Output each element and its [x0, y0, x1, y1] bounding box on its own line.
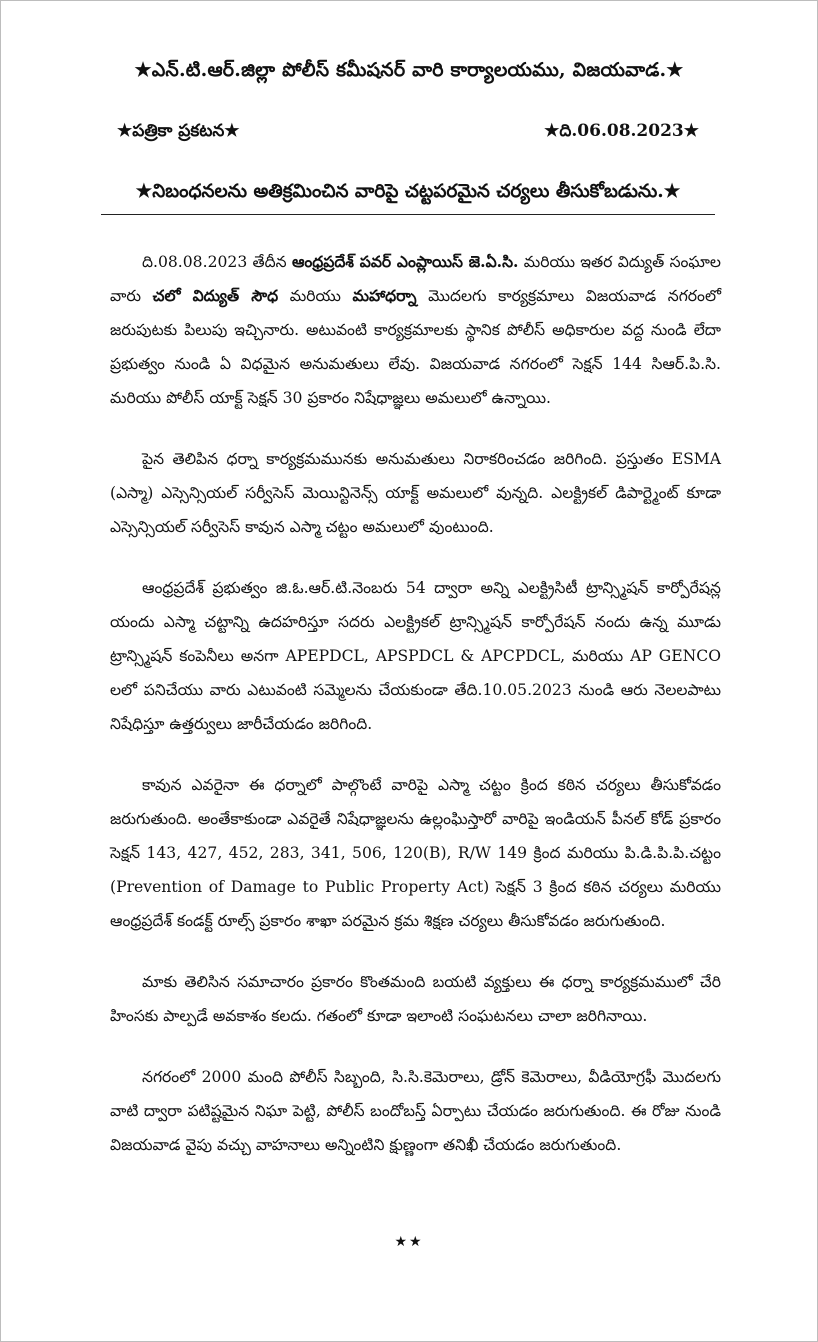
press-release-label: ★పత్రికా ప్రకటన★: [117, 121, 240, 141]
paragraph-1: [110, 245, 721, 415]
p1-text-g: మొదలగు కార్యక్రమాలు విజయవాడ నగరంలో జరుపుటకు పిలుపు ఇచ్చినారు. అటువంటి కార్యక్రమాలకు స్థానిక పోలీస్ అధికారుల వద్ద నుండి లేదా ప్రభుత్వం నుండి ఏ విధమైన అనుమతులు లేవు. విజయవాడ నగరంలో సెక్షన్ 144 సిఆర్.పి.సి. మరియు పోలీస్ యాక్ట్ సెక్షన్ 30 ప్రకారం నిషేధాజ్ఞలు అమలులో ఉన్నాయి.: [110, 287, 721, 407]
p1-text-e: మరియు: [278, 287, 353, 305]
paragraph-4: కావున ఎవరైనా ఈ ధర్నాలో పాల్గొంటే వారిపై ఎస్మా చట్టం క్రింద కఠిన చర్యలు తీసుకోవడం జరుగుతుంది. అంతేకాకుండా ఎవరైతే నిషేధాజ్ఞలను ఉల్లంఘిస్తారో వారిపై ఇండియన్ పీనల్ కోడ్ ప్రకారం సెక్షన్ 143, 427, 452, 283, 341, 506, 120(B), R/W 149 క్రింద మరియు పి.డి.పి.పి.చట్టం (Prevention of Damage to Public Property Act) సెక్షన్ 3 క్రింద కఠిన చర్యలు మరియు ఆంధ్రప్రదేశ్ కండక్ట్ రూల్స్ ప్రకారం శాఖా పరమైన క్రమ శిక్షణ చర్యలు తీసుకోవడం జరుగుతుంది.: [110, 776, 721, 930]
p1-text-a: ది.08.08.2023 తేదీన: [142, 253, 292, 271]
p1-bold-chalo: చలో విద్యుత్ సౌధ: [152, 286, 279, 305]
press-release-date: ★ది.06.08.2023★: [544, 121, 699, 141]
p1-bold-jac: ఆంధ్రప్రదేశ్ పవర్ ఎంప్లాయిస్ జె.ఏ.సి.: [291, 252, 519, 271]
p1-bold-mahadharna: మహాధర్నా: [352, 286, 417, 305]
subject-heading: ★నిబంధనలను అతిక్రమించిన వారిపై చట్టపరమైన చర్యలు తీసుకోబడును.★: [101, 181, 715, 215]
press-release-body: [110, 245, 721, 1189]
p1-text-c: మరియు ఇతర విద్యుత్ సంఘాల వారు: [110, 253, 721, 305]
paragraph-2: పైన తెలిపిన ధర్నా కార్యక్రమమునకు అనుమతులు నిరాకరించడం జరిగింది. ప్రస్తుతం ESMA (ఎస్మా) ఎస్సెన్సియల్ సర్వీసెస్ మెయిన్టినెన్స్ యాక్ట్ అమలులో వున్నది. ఎలక్ట్రికల్ డిపార్ట్మెంట్ కూడా ఎస్సెన్సియల్ సర్వీసెస్ కావున ఎస్మా చట్టం అమలులో వుంటుంది.: [110, 450, 721, 536]
paragraph-6: నగరంలో 2000 మంది పోలీస్ సిబ్బంది, సి.సి.కెమెరాలు, డ్రోన్ కెమెరాలు, వీడియోగ్రఫీ మొదలగు వాటి ద్వారా పటిష్టమైన నిఘా పెట్టి, పోలీస్ బందోబస్త్ ఏర్పాటు చేయడం జరుగుతుంది. ఈ రోజు నుండి విజయవాడ వైపు వచ్చు వాహనాలు అన్నింటిని క్షుణ్ణంగా తనిఖీ చేయడం జరుగుతుంది.: [110, 1068, 721, 1154]
office-title: ★ఎన్.టి.ఆర్.జిల్లా పోలీస్ కమీషనర్ వారి కార్యాలయము, విజయవాడ.★: [134, 59, 684, 81]
paragraph-3: ఆంధ్రప్రదేశ్ ప్రభుత్వం జి.ఓ.ఆర్.టి.నెంబరు 54 ద్వారా అన్ని ఎలక్ట్రిసిటీ ట్రాన్స్మిషన్ కార్పోరేషన్ల యందు ఎస్మా చట్టాన్ని ఉదహరిస్తూ సదరు ఎలక్ట్రికల్ ట్రాన్స్మిషన్ కార్పోరేషన్ నందు ఉన్న మూడు ట్రాన్స్మిషన్ కంపెనీలు అనగా APEPDCL, APSPDCL & APCPDCL, మరియు AP GENCO లలో పనిచేయు వారు ఎటువంటి సమ్మెలను చేయకుండా తేది.10.05.2023 నుండి ఆరు నెలలపాటు నిషేధిస్తూ ఉత్తర్వులు జారీచేయడం జరిగింది.: [110, 579, 721, 733]
paragraph-5: మాకు తెలిసిన సమాచారం ప్రకారం కొంతమంది బయటి వ్యక్తులు ఈ ధర్నా కార్యక్రమములో చేరి హింసకు పాల్పడే అవకాశం కలదు. గతంలో కూడా ఇలాంటి సంఘటనలు చాలా జరిగినాయి.: [110, 973, 721, 1025]
end-stars: ★★: [394, 1234, 424, 1250]
